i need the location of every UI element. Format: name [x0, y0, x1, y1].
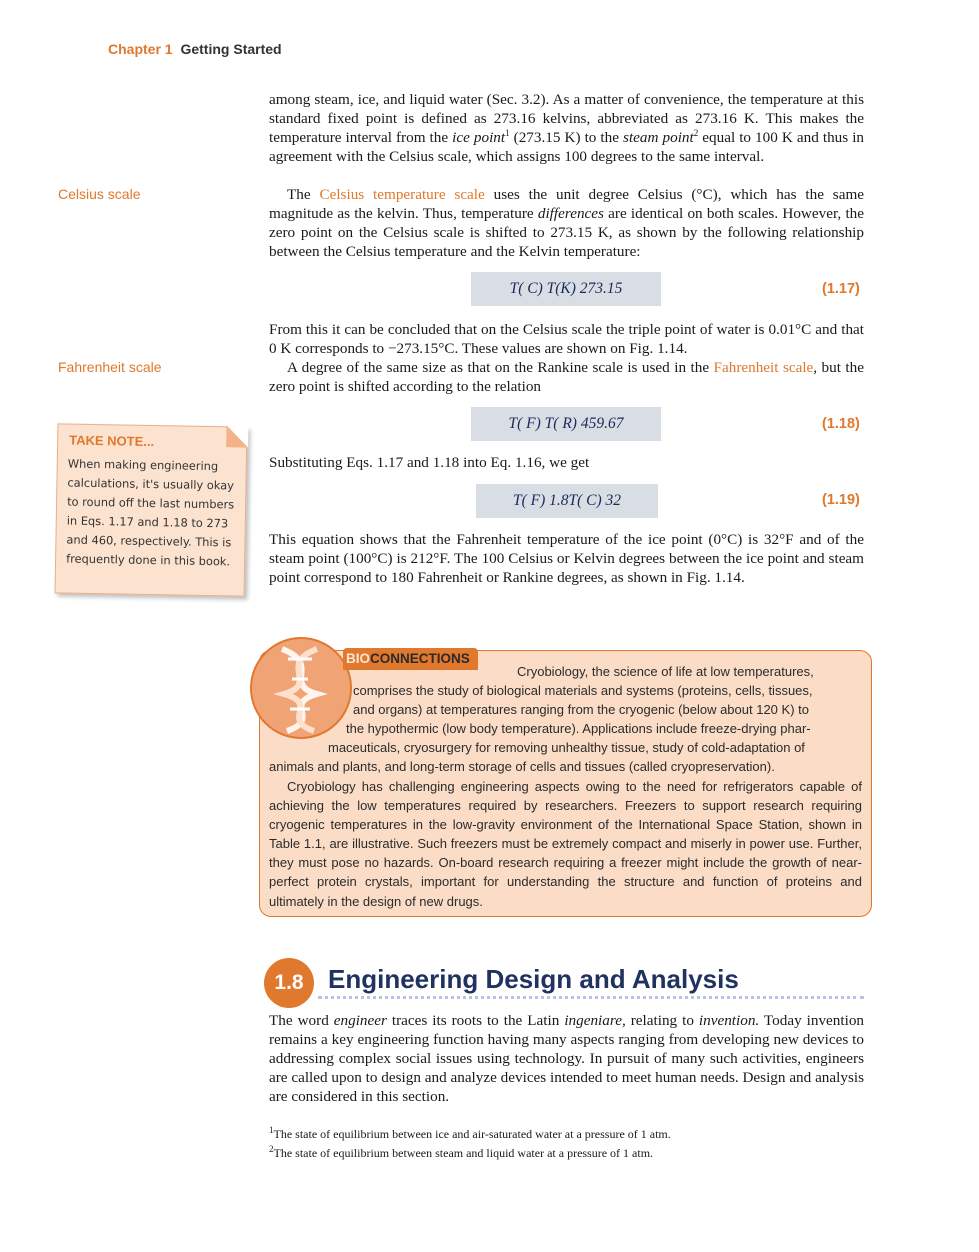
paragraph-ice-steam: This equation shows that the Fahrenheit temperature of the ice point (0°C) is 32°F and of the steam point (100°C) is 212°F. The 100 Celsius or Kelvin degrees between the ice point and steam point correspond to 180 Fahrenheit or Rankine degrees, as shown in Fig. 1.14.	[269, 531, 864, 586]
equation-number-1-18: (1.18)	[822, 416, 860, 432]
ice-point-term: ice point	[452, 129, 506, 146]
celsius-scale-link[interactable]: Celsius temperature scale	[319, 186, 485, 203]
equation-1-17-text: T( C) T(K) 273.15	[509, 280, 623, 297]
equation-number-1-19: (1.19)	[822, 492, 860, 508]
take-note-box	[55, 423, 248, 596]
bio-line-6: animals and plants, and long-term storage of cells and tissues (called cryopreservation).	[269, 759, 775, 774]
paragraph-substitute: Substituting Eqs. 1.17 and 1.18 into Eq. 1.16, we get	[269, 454, 590, 471]
equation-1-18-text: T( F) T( R) 459.67	[508, 415, 624, 432]
footnote-ref-1[interactable]: 1	[505, 127, 510, 138]
bioconnections-label: BIOCONNECTIONS	[343, 648, 478, 670]
chapter-title: Getting Started	[180, 41, 282, 57]
take-note-text: When making engineering calculations, it's usually okay to round off the last numbers in Eqs. 1.17 and 1.18 to 273 and 460, respectively. This is frequently done in this book.	[66, 456, 235, 569]
bio-line-3: and organs) at temperatures ranging from the cryogenic (below about 120 K) to	[353, 702, 809, 717]
bio-line-2: comprises the study of biological materials and systems (proteins, cells, tissues,	[353, 683, 813, 698]
bio-line-5: maceuticals, cryosurgery for removing unhealthy tissue, study of cold-adaptation of	[328, 740, 805, 755]
equation-1-19-text: T( F) 1.8T( C) 32	[512, 492, 622, 509]
chapter-label: Chapter 1	[108, 41, 173, 57]
paragraph-fixed-point: among steam, ice, and liquid water (Sec. 3.2). As a matter of convenience, the temperature at this standard fixed point is defined as 273.16 kelvins, abbreviated as 273.16 K. This makes the temperature interval from the ice point$^1$ (273.15 K) to the steam point$^2$ equal to 100 K and thus in agreement with the Celsius scale, which assigns 100 degrees to the same interval.	[269, 91, 865, 165]
footnote-2: $^2$The state of equilibrium between steam and liquid water at a pressure of 1 atm.	[269, 1144, 654, 1160]
running-header	[108, 41, 282, 57]
fahrenheit-scale-link[interactable]: Fahrenheit scale	[713, 359, 814, 376]
bio-paragraph-2: Cryobiology has challenging engineering aspects owing to the need for refrigerators capable of achieving the low temperatures required by researchers. Freezers to support research requiring cryogenic temperatures in the low-gravity environment of the International Space Station, shown in Table 1.1, are illustrative. Such freezers must be extremely compact and miserly in power use. Further, they must pose no hazards. On-board research requiring a freezer might include the growth of near-perfect protein crystals, important for understanding the structure and function of proteins and ultimately in the design of new drugs.	[269, 779, 862, 909]
page-fold-icon	[226, 425, 248, 447]
paragraph-engineer: The word engineer traces its roots to the Latin ingeniare, relating to invention. Today invention remains a key engineering function having many aspects ranging from developing new devices to addressing complex social issues using technology. In pursuit of many such activities, engineers are called upon to design and analyze devices intended to meet human needs. Design and analysis are considered in this section.	[269, 1012, 865, 1105]
equation-1-19	[476, 484, 658, 518]
equation-1-17	[471, 272, 661, 306]
dna-helix-icon	[250, 637, 352, 739]
steam-point-term: steam point	[623, 129, 694, 146]
bio-line-4: the hypothermic (low body temperature). Applications include freeze-drying phar-	[346, 721, 811, 736]
paragraph-triple-point: From this it can be concluded that on the Celsius scale the triple point of water is 0.01°C and that 0 K corresponds to −273.15°C. These values are shown on Fig. 1.14.	[269, 321, 864, 357]
equation-1-18	[471, 407, 661, 441]
footnote-ref-2[interactable]: 2	[693, 127, 699, 138]
section-number: 1.8	[264, 958, 314, 1008]
equation-number-1-17: (1.17)	[822, 281, 860, 297]
section-divider	[318, 996, 864, 999]
margin-label-celsius: Celsius scale	[58, 186, 141, 202]
take-note-title: TAKE NOTE...	[69, 432, 155, 450]
margin-label-fahrenheit: Fahrenheit scale	[58, 359, 162, 375]
section-title: Engineering Design and Analysis	[328, 964, 739, 994]
bio-line-1: Cryobiology, the science of life at low temperatures,	[517, 664, 814, 679]
footnote-1: $^1$The state of equilibrium between ice and air-saturated water at a pressure of 1 atm.	[269, 1125, 671, 1141]
paragraph-celsius: The Celsius temperature scale uses the unit degree Celsius (°C), which has the same magnitude as the kelvin. Thus, temperature differences are identical on both scales. However, the zero point on the Celsius scale is shifted to 273.15 K, as shown by the following relationship between the Celsius temperature and the Kelvin temperature:	[269, 186, 865, 260]
paragraph-fahrenheit: A degree of the same size as that on the Rankine scale is used in the Fahrenheit scale, but the zero point is shifted according to the relation	[269, 359, 864, 395]
